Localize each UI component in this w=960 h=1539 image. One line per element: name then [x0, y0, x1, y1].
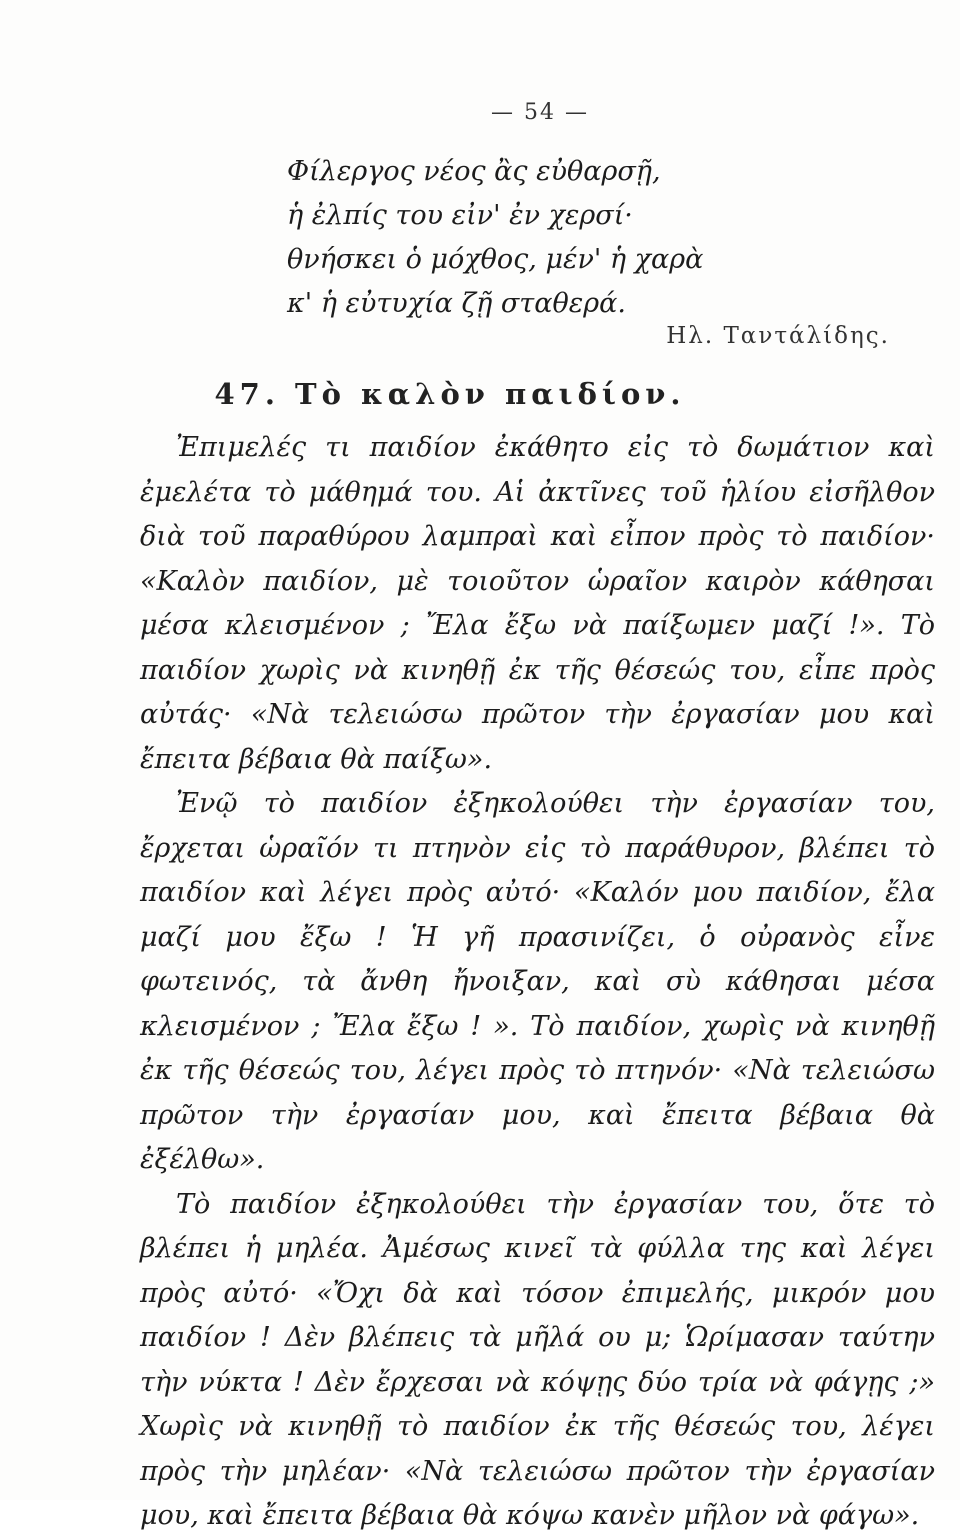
- paragraph: Ἐνῷ τὸ παιδίον ἐξηκολούθει τὴν ἐργασίαν του, ἔρχεται ὡραῖόν τι πτηνὸν εἰς τὸ παράθυρον, βλέπει τὸ παιδίον καὶ λέγει πρὸς αὐτό· «Καλόν μου παιδίον, ἔλα μαζί μου ἔξω ! Ἡ γῆ πρασινίζει, ὁ οὐρανὸς εἶνε φωτεινός, τὰ ἄνθη ἤνοιξαν, καὶ σὺ κάθησαι μέσα κλεισμένον ; Ἔλα ἔξω ! ». Τὸ παιδίον, χωρὶς νὰ κινηθῇ ἐκ τῆς θέσεώς του, λέγει πρὸς τὸ πτηνόν· «Νὰ τελειώσω πρῶτον τὴν ἐργασίαν μου, καὶ ἔπειτα βέβαια θὰ ἐξέλθω».: [140, 788, 935, 1175]
- poem: [287, 150, 703, 326]
- poem-line: θνήσκει ὁ μόχθος, μέν' ἡ χαρὰ: [287, 244, 704, 275]
- poem-author: Ηλ. Ταντάλίδης.: [666, 323, 890, 349]
- paragraph: Ἐπιμελές τι παιδίον ἐκάθητο εἰς τὸ δωμάτιον καὶ ἐμελέτα τὸ μάθημά του. Αἱ ἀκτῖνες τοῦ ἡλίου εἰσῆλθον διὰ τοῦ παραθύρου λαμπραὶ καὶ εἶπον πρὸς τὸ παιδίον· «Καλὸν παιδίον, μὲ τοιοῦτον ὡραῖον καιρὸν κάθησαι μέσα κλεισμένον ; Ἔλα ἔξω νὰ παίξωμεν μαζί !». Τὸ παιδίον χωρὶς νὰ κινηθῇ ἐκ τῆς θέσεώς του, εἶπε πρὸς αὐτάς· «Νὰ τελειώσω πρῶτον τὴν ἐργασίαν μου καὶ ἔπειτα βέβαια θὰ παίξω».: [140, 432, 935, 775]
- story-body: [140, 426, 935, 1539]
- paragraph: Τὸ παιδίον ἐξηκολούθει τὴν ἐργασίαν του, ὅτε τὸ βλέπει ἡ μηλέα. Ἀμέσως κινεῖ τὰ φύλλα της καὶ λέγει πρὸς αὐτό· «Ὄχι δὰ καὶ τόσον ἐπιμελής, μικρόν μου παιδίον ! Δὲν βλέπεις τὰ μῆλά ου μ; Ὡρίμασαν ταύτην τὴν νύκτα ! Δὲν ἔρχεσαι νὰ κόψῃς δύο τρία νὰ φάγῃς ;» Χωρὶς νὰ κινηθῇ τὸ παιδίον ἐκ τῆς θέσεώς του, λέγει πρὸς τὴν μηλέαν· «Νὰ τελειώσω πρῶτον τὴν ἐργασίαν μου, καὶ ἔπειτα βέβαια θὰ κόψω κανὲν μῆλον νὰ φάγω».: [140, 1188, 935, 1531]
- poem-line: κ' ἡ εὐτυχία ζῇ σταθερά.: [287, 288, 626, 319]
- poem-line: ἡ ἐλπίς του εἰν' ἐν χερσί·: [287, 200, 633, 231]
- page-number: — 54 —: [491, 100, 589, 125]
- poem-line: Φίλεργος νέος ἂς εὐθαρσῇ,: [287, 156, 661, 187]
- story-title: 47. Τὸ καλὸν παιδίον.: [214, 377, 686, 411]
